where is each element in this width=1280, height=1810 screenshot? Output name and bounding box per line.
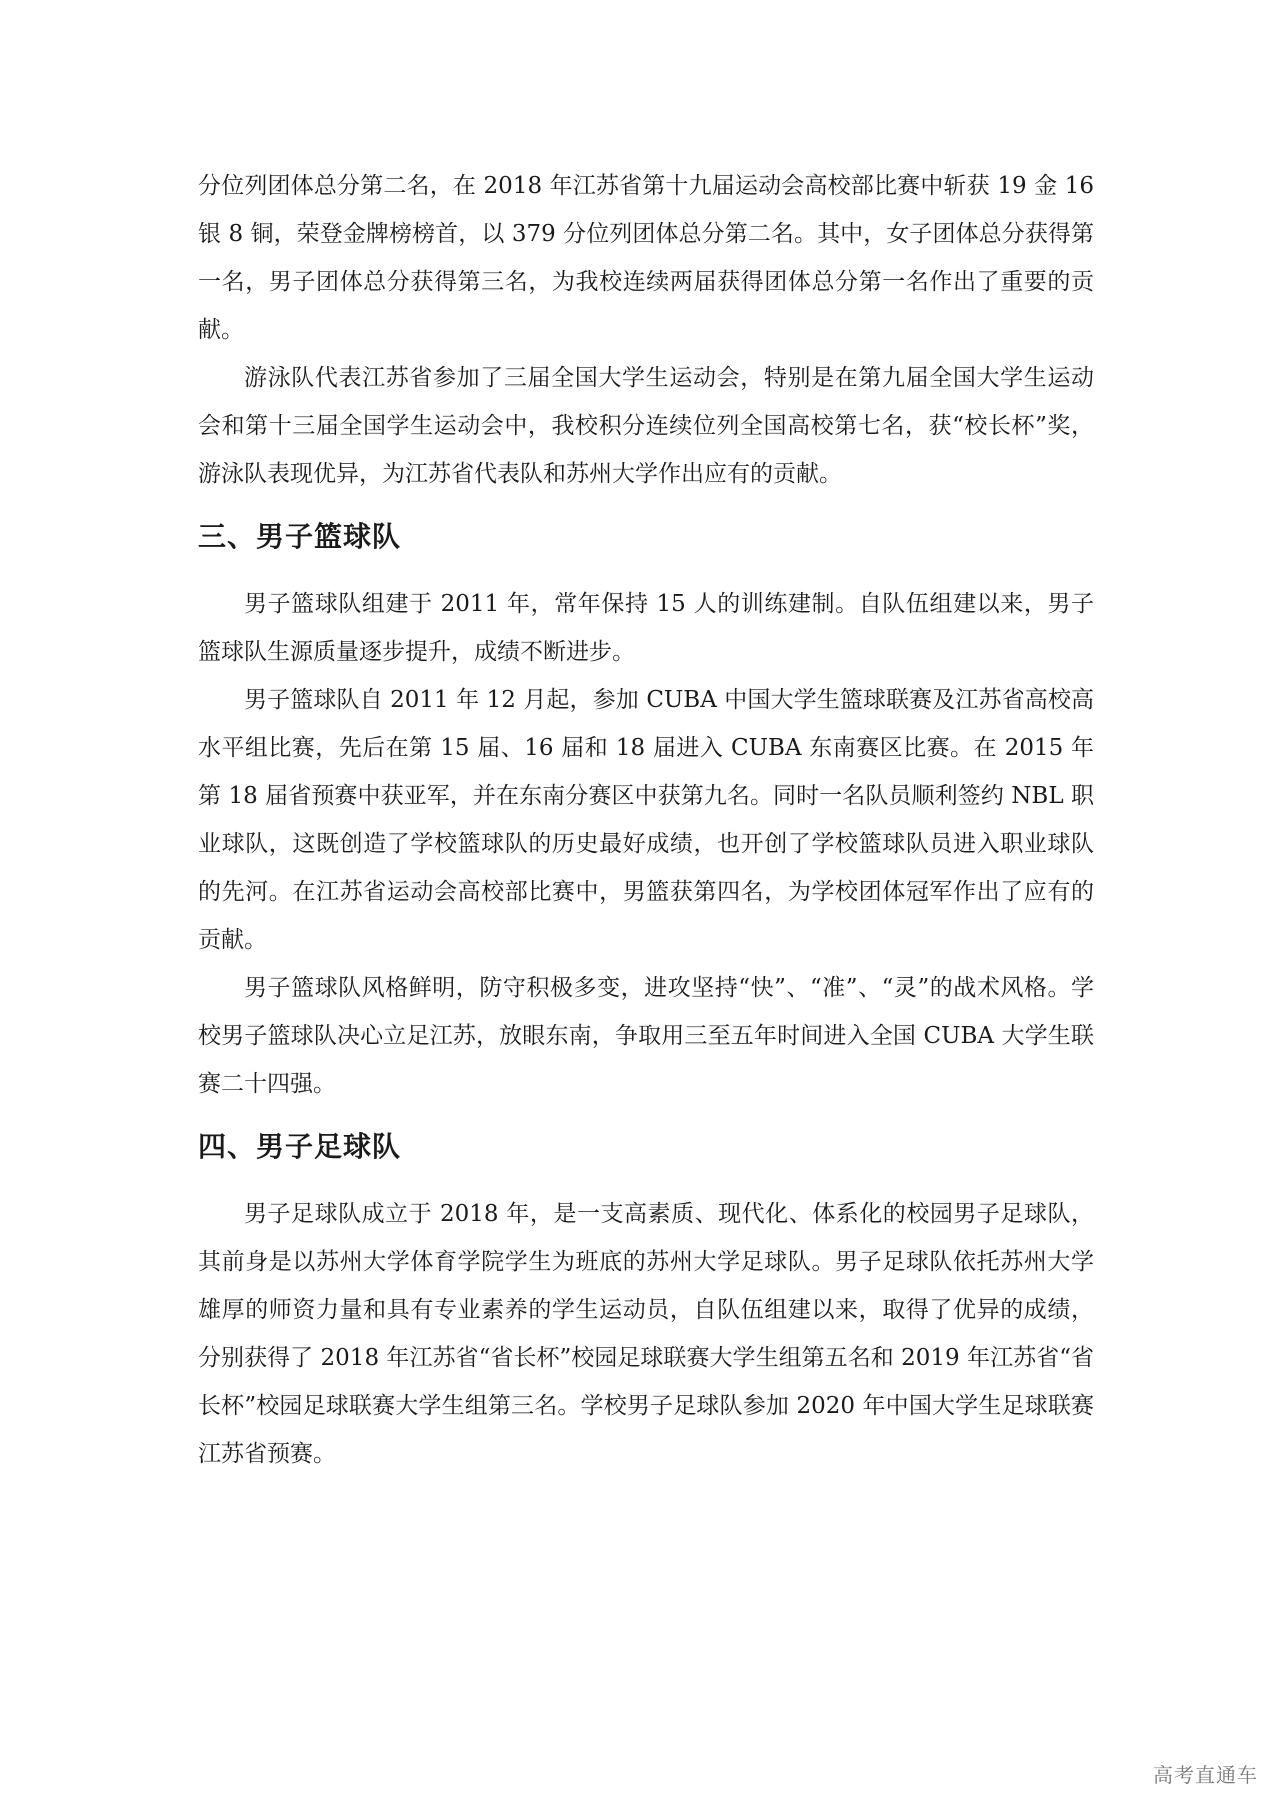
paragraph-basketball-style: 男子篮球队风格鲜明，防守积极多变，进攻坚持“快”、“准”、“灵”的战术风格。学校男子篮球队决心立足江苏，放眼东南，争取用三至五年时间进入全国 CUBA 大学生联赛二十四强。: [198, 975, 1094, 1097]
paragraph-swimming-national: 游泳队代表江苏省参加了三届全国大学生运动会，特别是在第九届全国大学生运动会和第十三届全国学生运动会中，我校积分连续位列全国高校第七名，获“校长杯”奖，游泳队表现优异，为江苏省代表队和苏州大学作出应有的贡献。: [198, 365, 1094, 487]
section-mens-basketball: [198, 515, 1094, 1108]
document-page: [198, 162, 1094, 1478]
watermark: 高考直通车: [1153, 1763, 1258, 1787]
paragraph-football-intro: 男子足球队成立于 2018 年，是一支高素质、现代化、体系化的校园男子足球队，其前身是以苏州大学体育学院学生为班底的苏州大学足球队。男子足球队依托苏州大学雄厚的师资力量和具有专业素养的学生运动员，自队伍组建以来，取得了优异的成绩，分别获得了 2018 年江苏省“省长杯”校园足球联赛大学生组第五名和 2019 年江苏省“省长杯”校园足球联赛大学生组第三名。学校男子足球队参加 2020 年中国大学生足球联赛江苏省预赛。: [198, 1201, 1094, 1467]
section-heading-football: 四、男子足球队: [198, 1130, 402, 1163]
paragraph-swimming-results: 分位列团体总分第二名，在 2018 年江苏省第十九届运动会高校部比赛中斩获 19 金 16 银 8 铜，荣登金牌榜榜首，以 379 分位列团体总分第二名。其中，女子团体总分获得第一名，男子团体总分获得第三名，为我校连续两届获得团体总分第一名作出了重要的贡献。: [198, 173, 1094, 343]
paragraph-basketball-results: 男子篮球队自 2011 年 12 月起，参加 CUBA 中国大学生篮球联赛及江苏省高校高水平组比赛，先后在第 15 届、16 届和 18 届进入 CUBA 东南赛区比赛。在 2015 年第 18 届省预赛中获亚军，并在东南分赛区中获第九名。同时一名队员顺利签约 NBL 职业球队，这既创造了学校篮球队的历史最好成绩，也开创了学校篮球队员进入职业球队的先河。在江苏省运动会高校部比赛中，男篮获第四名，为学校团体冠军作出了应有的贡献。: [198, 687, 1094, 953]
section-heading-basketball: 三、男子篮球队: [198, 520, 402, 553]
section-mens-football: [198, 1125, 1094, 1478]
section-swimming-continued: [198, 162, 1094, 498]
paragraph-basketball-intro: 男子篮球队组建于 2011 年，常年保持 15 人的训练建制。自队伍组建以来，男子篮球队生源质量逐步提升，成绩不断进步。: [198, 591, 1094, 665]
